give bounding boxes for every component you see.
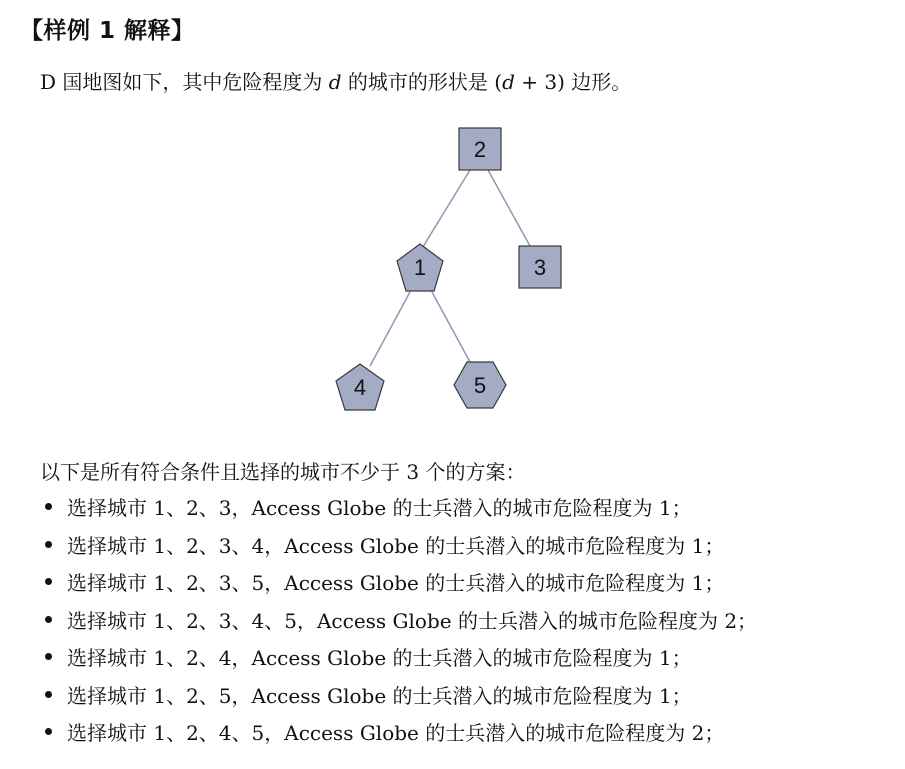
tree-edges (370, 170, 530, 366)
section-heading: 【样例 1 解释】 (20, 18, 195, 44)
scheme-text: 选择城市 1、2、3、5，Access Globe 的士兵潜入的城市危险程度为 1； (67, 571, 725, 596)
bullet-icon (45, 653, 52, 660)
list-item (40, 676, 757, 714)
node-label: 3 (533, 255, 547, 280)
edge-2-3 (488, 170, 530, 246)
list-item (40, 563, 757, 601)
edge-1-4 (370, 292, 410, 366)
edge-1-5 (432, 292, 470, 362)
node-5 (454, 362, 506, 408)
node-4 (336, 364, 384, 410)
scheme-text: 选择城市 1、2、3、4、5，Access Globe 的士兵潜入的城市危险程度为 2； (67, 608, 758, 633)
edge-2-1 (421, 170, 470, 250)
intro-text-middle: 的城市的形状是 ( (341, 70, 503, 94)
list-item (40, 526, 757, 564)
bullet-icon (45, 541, 52, 548)
scheme-text: 选择城市 1、2、3、4，Access Globe 的士兵潜入的城市危险程度为 1； (67, 533, 725, 558)
list-item (40, 488, 757, 526)
bullet-icon (45, 728, 52, 735)
intro-math-expr: d (502, 70, 515, 94)
node-label: 4 (353, 375, 367, 400)
intro-text-after: 边形。 (571, 70, 632, 94)
list-item (40, 638, 757, 676)
intro-text-plus: + 3) (514, 70, 572, 94)
intro-text-before: D 国地图如下，其中危险程度为 (40, 70, 329, 94)
scheme-text: 选择城市 1、2、4、5，Access Globe 的士兵潜入的城市危险程度为 2； (67, 721, 725, 746)
bullet-icon (45, 503, 52, 510)
scheme-text: 选择城市 1、2、4，Access Globe 的士兵潜入的城市危险程度为 1； (67, 646, 692, 671)
bullet-icon (45, 578, 52, 585)
scheme-text: 选择城市 1、2、5，Access Globe 的士兵潜入的城市危险程度为 1； (67, 683, 692, 708)
node-3 (519, 246, 561, 288)
node-1 (397, 244, 443, 291)
scheme-list (40, 488, 757, 751)
scheme-text: 选择城市 1、2、3，Access Globe 的士兵潜入的城市危险程度为 1； (67, 496, 692, 521)
list-item (40, 713, 757, 751)
bullet-icon (45, 691, 52, 698)
node-label: 5 (473, 373, 487, 398)
bullet-icon (45, 616, 52, 623)
node-label: 1 (413, 255, 427, 280)
list-title: 以下是所有符合条件且选择的城市不少于 3 个的方案： (40, 460, 526, 484)
list-item (40, 601, 757, 639)
intro-math-var: d (328, 70, 342, 94)
node-2 (459, 128, 501, 170)
node-label: 2 (473, 137, 487, 162)
